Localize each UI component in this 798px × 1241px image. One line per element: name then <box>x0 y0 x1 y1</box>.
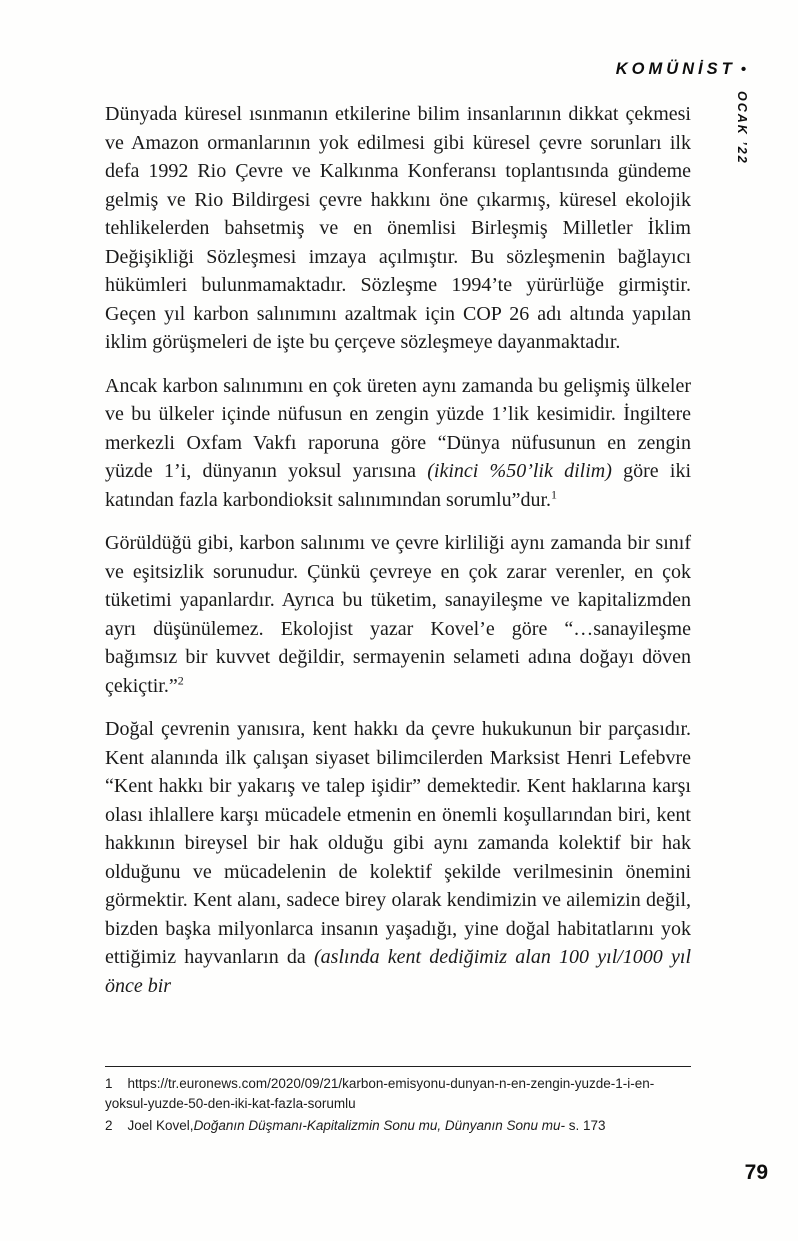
text-segment: Doğanın Düşmanı-Kapitalizmin Sonu mu, Dünyanın Sonu mu- <box>193 1118 566 1133</box>
footnote-number: 2 <box>105 1118 113 1133</box>
text-segment: s. 173 <box>565 1118 606 1133</box>
footnote <box>105 1074 691 1113</box>
text-segment: göre iki katından fazla karbondioksit salınımından sorumlu”dur. <box>105 460 691 511</box>
page-number: 79 <box>744 1161 768 1184</box>
text-segment: Dünyada küresel ısınmanın etkilerine bilim insanlarının dikkat çekmesi ve Amazon ormanlarının yok edilmesi gibi küresel çevre sorunları ilk defa 1992 Rio Çevre ve Kalkınma Konferansı toplantısında gündeme gelmiş ve Rio Bildirgesi çevre hakkını öne çıkarmış, küresel ekolojik tehlikelerden bahsetmiş ve en önemlisi Birleşmiş Milletler İklim Değişikliği Sözleşmesi imzaya açılmıştır. Bu sözleşmenin bağlayıcı hükümleri bulunmamaktadır. Sözleşme 1994’te yürürlüğe girmiştir. Geçen yıl karbon salınımını azaltmak için COP 26 adı altında yapılan iklim görüşmeleri de işte bu çerçeve sözleşmeye dayanmaktadır. <box>105 103 691 353</box>
footnote-area <box>105 1066 691 1139</box>
footnote-list <box>105 1074 691 1136</box>
article-body <box>105 100 691 1015</box>
footnote-ref: 2 <box>177 672 184 687</box>
magazine-title-text: KOMÜNİST <box>615 60 736 78</box>
paragraph <box>105 529 691 700</box>
paragraph <box>105 100 691 357</box>
text-segment: Görüldüğü gibi, karbon salınımı ve çevre kirliliği aynı zamanda bir sınıf ve eşitsizlik sorunudur. Çünkü çevreye en çok zarar verenler, en çok tüketimi yapanlardır. Ayrıca bu tüketim, sanayileşme ve kapitalizmden ayrı düşünülemez. Ekolojist yazar Kovel’e göre “…sanayileşme bağımsız bir kuvvet değildir, sermayenin selameti adına doğayı döven çekiçtir.” <box>105 532 691 697</box>
paragraph <box>105 715 691 1000</box>
text-segment: Joel Kovel, <box>127 1118 194 1133</box>
paragraph <box>105 372 691 515</box>
text-segment: Ancak karbon salınımını en çok üreten aynı zamanda bu gelişmiş ülkeler ve bu ülkeler içinde nüfusun en zengin yüzde 1’lik kesimidir. İngiltere merkezli Oxfam Vakfı raporuna göre “Dünya nüfusunun en zengin yüzde 1’i, dünyanın yoksul yarısına <box>105 374 691 482</box>
magazine-title <box>616 60 746 79</box>
issue-label: OCAK ’22 <box>735 91 749 165</box>
text-segment: https://tr.euronews.com/2020/09/21/karbon-emisyonu-dunyan-n-en-zengin-yuzde-1-i-en-yoksul-yuzde-50-den-iki-kat-fazla-sorumlu <box>105 1076 655 1111</box>
text-segment: Doğal çevrenin yanısıra, kent hakkı da çevre hukukunun bir parçasıdır. Kent alanında ilk çalışan siyaset bilimcilerden Marksist Henri Lefebvre “Kent hakkı bir yakarış ve talep işidir” demektedir. Kent haklarına karşı olası ihlallere karşı mücadele etmenin en önemli koşullarından biri, kent hakkının bireysel bir hak olduğu gibi aynı zamanda kolektif bir hak olduğunu ve mücadelenin de kolektif şekilde verilmesinin önemini görmektir. Kent alanı, sadece birey olarak kendimizin ve ailemizin değil, bizden başka milyonlarca insanın yaşadığı, yine doğal habitatlarını yok ettiğimiz hayvanların da <box>105 718 691 968</box>
title-bullet: • <box>740 61 746 78</box>
text-segment: (aslında kent dediğimiz alan 100 yıl/1000 yıl önce bir <box>105 946 692 997</box>
footnote <box>105 1116 691 1136</box>
footnote-number: 1 <box>105 1076 113 1091</box>
text-segment: (ikinci %50’lik dilim) <box>427 460 612 482</box>
footnote-ref: 1 <box>551 486 558 501</box>
